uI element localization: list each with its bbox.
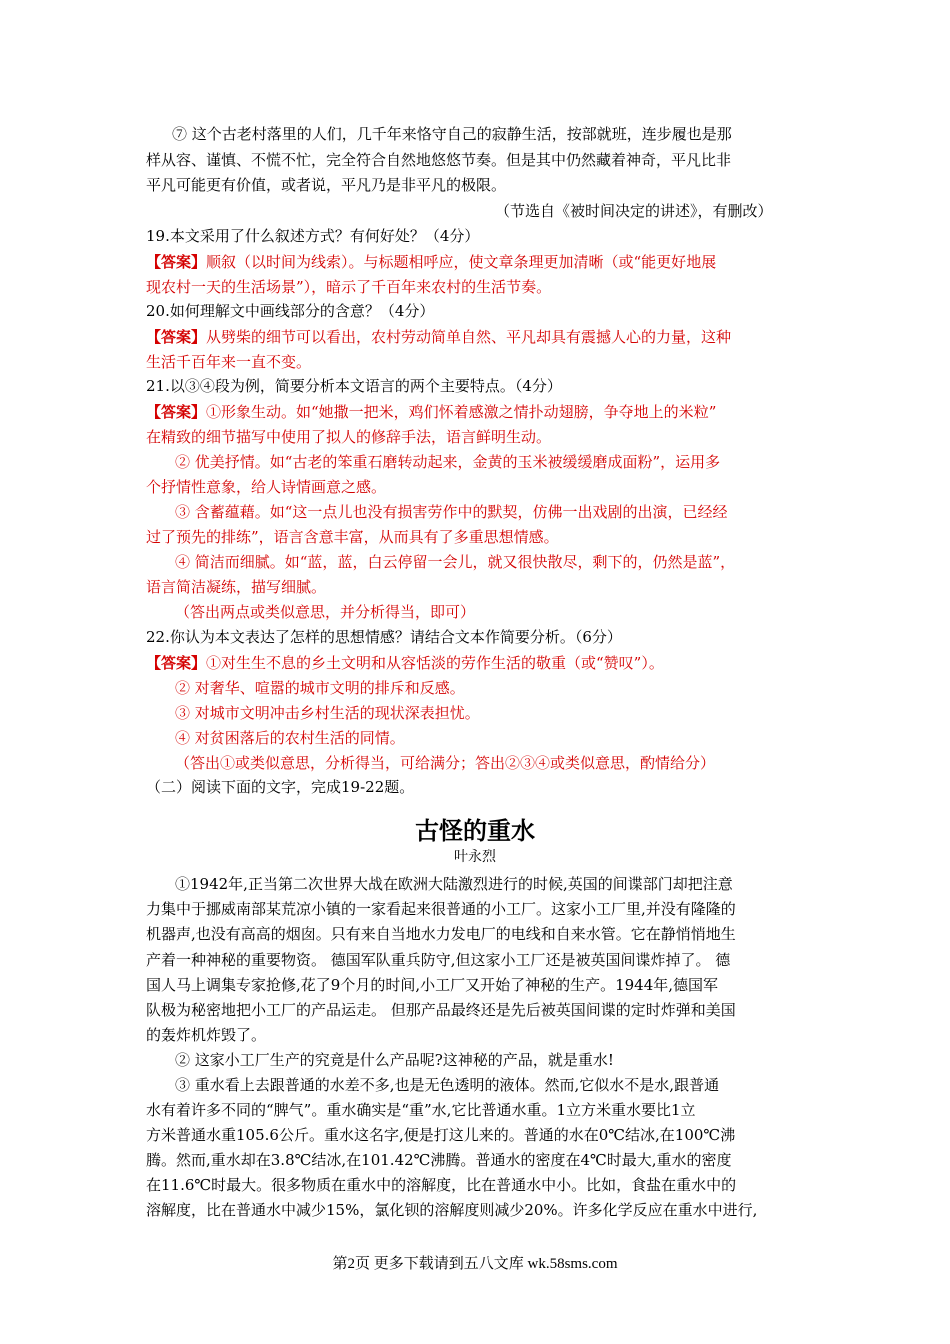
answer-21-line-7: ④ 简洁而细腻。如“蓝，蓝，白云停留一会儿，就又很快散尽，剩下的，仍然是蓝”， xyxy=(175,553,736,571)
article-line-7: 的轰炸机炸毁了。 xyxy=(146,1026,267,1044)
article-line-13: 在11.6℃时最大。很多物质在重水中的溶解度，比在普通水中小。比如，食盐在重水中的 xyxy=(146,1176,737,1194)
question-19: 19.本文采用了什么叙述方式？有何好处？（4分） xyxy=(146,227,480,245)
question-21: 21.以③④段为例，简要分析本文语言的两个主要特点。（4分） xyxy=(146,377,562,395)
answer-tag: 【答案】 xyxy=(146,328,207,346)
answer-22-line-3: ③ 对城市文明冲击乡村生活的现状深表担忧。 xyxy=(175,704,480,722)
answer-19-line-1: 【答案】顺叙（以时间为线索）。与标题相呼应，使文章条理更加清晰（或“能更好地展 xyxy=(146,253,717,271)
question-20: 20.如何理解文中画线部分的含意？（4分） xyxy=(146,302,435,320)
article-line-5: 国人马上调集专家抢修,花了9个月的时间,小工厂又开始了神秘的生产。1944年,德国军 xyxy=(146,976,719,994)
answer-21-line-3: ② 优美抒情。如“古老的笨重石磨转动起来，金黄的玉米被缓缓磨成面粉”，运用多 xyxy=(175,453,721,471)
answer-22-line-4: ④ 对贫困落后的农村生活的同情。 xyxy=(175,729,405,747)
answer-19-line-2: 现农村一天的生活场景”），暗示了千百年来农村的生活节奏。 xyxy=(146,278,552,296)
article-line-3: 机器声,也没有高高的烟囱。只有来自当地水力发电厂的电线和自来水管。它在静悄悄地生 xyxy=(146,925,736,943)
answer-21-line-6: 过了预先的排练”，语言含意丰富，从而具有了多重思想情感。 xyxy=(146,528,559,546)
article-title: 古怪的重水 xyxy=(415,817,535,845)
answer-22-line-2: ② 对奢华、喧嚣的城市文明的排斥和反感。 xyxy=(175,679,465,697)
answer-21-line-2: 在精致的细节描写中使用了拟人的修辞手法，语言鲜明生动。 xyxy=(146,428,552,446)
answer-21-line-4: 个抒情性意象，给人诗情画意之感。 xyxy=(146,478,387,496)
answer-21-line-1: 【答案】①形象生动。如“她撒一把米，鸡们怀着感激之情扑动翅膀，争夺地上的米粒” xyxy=(146,403,717,421)
answer-21-line-8: 语言简洁凝练，描写细腻。 xyxy=(146,578,327,596)
article-author: 叶永烈 xyxy=(454,849,496,865)
article-line-1: ①1942年,正当第二次世界大战在欧洲大陆激烈进行的时候,英国的间谍部门却把注意 xyxy=(175,875,733,893)
para7-line-2: 样从容、谨慎、不慌不忙，完全符合自然地悠悠节奏。但是其中仍然藏着神奇，平凡比非 xyxy=(146,151,732,169)
answer-20-line-2: 生活千百年来一直不变。 xyxy=(146,353,312,371)
answer-22-line-5: （答出①或类似意思，分析得当，可给满分；答出②③④或类似意思，酌情给分） xyxy=(175,754,716,772)
article-line-6: 队极为秘密地把小工厂的产品运走。 但那产品最终还是先后被英国间谍的定时炸弹和美国 xyxy=(146,1001,736,1019)
answer-22-line-1: 【答案】①对生生不息的乡土文明和从容恬淡的劳作生活的敬重（或“赞叹”）。 xyxy=(146,654,664,672)
answer-20-line-1: 【答案】从劈柴的细节可以看出，农村劳动简单自然、平凡却具有震撼人心的力量，这种 xyxy=(146,328,732,346)
question-22: 22.你认为本文表达了怎样的思想情感？请结合文本作简要分析。（6分） xyxy=(146,628,622,646)
page-footer: 第2页 更多下载请到五八文库 wk.58sms.com xyxy=(332,1256,618,1272)
article-line-11: 方米普通水重105.6公斤。重水这名字,便是打这儿来的。普通的水在0℃结冰,在100℃沸 xyxy=(146,1126,736,1144)
article-line-14: 溶解度，比在普通水中减少15%，氯化钡的溶解度则减少20%。许多化学反应在重水中进行, xyxy=(146,1201,758,1219)
para7-line-1: ⑦ 这个古老村落里的人们，几千年来恪守自己的寂静生活，按部就班，连步履也是那 xyxy=(172,125,732,143)
para7-line-3: 平凡可能更有价值，或者说，平凡乃是非平凡的极限。 xyxy=(146,176,507,194)
section-2-heading: （二）阅读下面的文字，完成19-22题。 xyxy=(146,778,415,796)
article-line-2: 力集中于挪威南部某荒凉小镇的一家看起来很普通的小工厂。这家小工厂里,并没有隆隆的 xyxy=(146,900,736,918)
article-line-12: 腾。然而,重水却在3.8℃结冰,在101.42℃沸腾。普通水的密度在4℃时最大,重水的密度 xyxy=(146,1151,732,1169)
answer-tag: 【答案】 xyxy=(146,654,207,672)
answer-tag: 【答案】 xyxy=(146,403,207,421)
article-line-4: 产着一种神秘的重要物资。 德国军队重兵防守,但这家小工厂还是被英国间谍炸掉了。 德 xyxy=(146,951,731,969)
article-line-8: ② 这家小工厂生产的究竟是什么产品呢?这神秘的产品，就是重水! xyxy=(175,1051,614,1069)
answer-21-line-9: （答出两点或类似意思，并分析得当，即可） xyxy=(175,603,476,621)
source-note: （节选自《被时间决定的讲述》，有删改） xyxy=(495,202,773,220)
answer-tag: 【答案】 xyxy=(146,253,207,271)
article-line-10: 水有着许多不同的“脾气”。重水确实是“重”水,它比普通水重。1立方米重水要比1立 xyxy=(146,1101,696,1119)
article-line-9: ③ 重水看上去跟普通的水差不多,也是无色透明的液体。然而,它似水不是水,跟普通 xyxy=(175,1076,720,1094)
answer-21-line-5: ③ 含蓄蕴藉。如“这一点儿也没有损害劳作中的默契，仿佛一出戏剧的出演，已经经 xyxy=(175,503,728,521)
